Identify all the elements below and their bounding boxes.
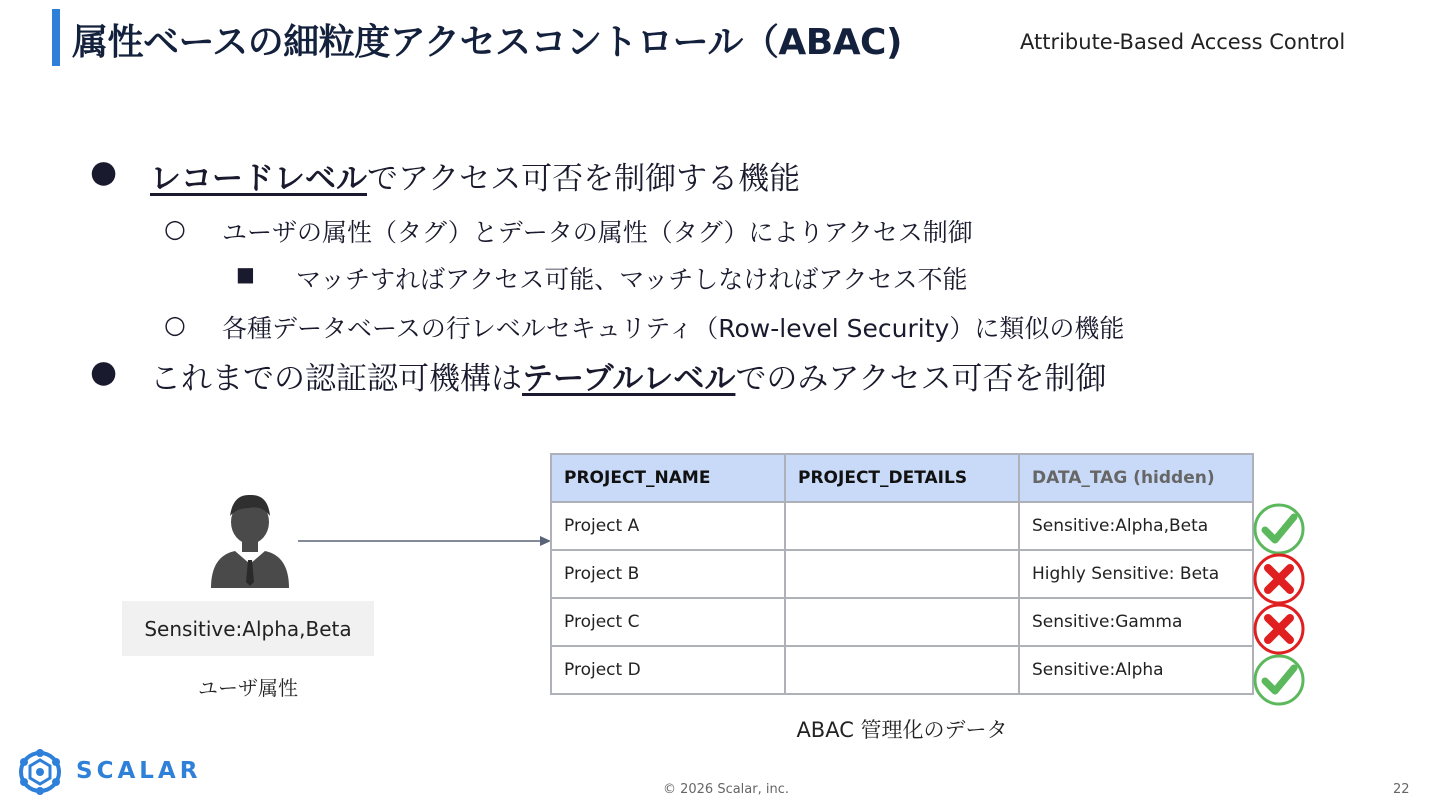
bullet-record-level: レコードレベルでアクセス可否を制御する機能 — [150, 161, 801, 197]
arrow-icon — [298, 532, 554, 550]
table-header-row — [551, 454, 1253, 502]
table-row — [551, 646, 1253, 694]
cell-data-tag: Sensitive:Gamma — [1019, 598, 1253, 646]
table-row — [551, 550, 1253, 598]
cell-data-tag: Sensitive:Alpha,Beta — [1019, 502, 1253, 550]
cell-project-name: Project C — [551, 598, 785, 646]
brand-name: SCALAR — [76, 758, 202, 784]
user-attribute-tag: Sensitive:Alpha,Beta — [122, 601, 374, 656]
cross-icon — [1253, 553, 1305, 605]
bullet-tag-access: ユーザの属性（タグ）とデータの属性（タグ）によりアクセス制御 — [222, 218, 973, 247]
table-row — [551, 598, 1253, 646]
copyright: © 2026 Scalar, inc. — [662, 782, 790, 797]
table-row — [551, 502, 1253, 550]
cell-data-tag: Sensitive:Alpha — [1019, 646, 1253, 694]
cross-icon — [1253, 603, 1305, 655]
user-icon — [205, 490, 295, 590]
sub-bullet-marker: ○ — [164, 214, 186, 243]
cell-project-details — [785, 598, 1019, 646]
column-header-project-details: PROJECT_DETAILS — [785, 454, 1019, 502]
sub-bullet-marker: ○ — [164, 310, 186, 339]
bullet-table-level: これまでの認証認可機構はテーブルレベルでのみアクセス可否を制御 — [150, 361, 1107, 397]
sub-sub-bullet-marker: ■ — [236, 262, 255, 286]
cell-project-name: Project A — [551, 502, 785, 550]
table-caption: ABAC 管理化のデータ — [796, 718, 1008, 742]
bullet-match-rule: マッチすればアクセス可能、マッチしなければアクセス不能 — [296, 265, 968, 294]
page-title: 属性ベースの細粒度アクセスコントロール（ABAC) — [72, 22, 902, 63]
page-subtitle: Attribute-Based Access Control — [1020, 30, 1346, 54]
cell-project-details — [785, 646, 1019, 694]
bullet-marker: ● — [90, 154, 118, 190]
title-accent-bar — [52, 9, 60, 66]
underlined-term: テーブルレベル — [522, 361, 736, 397]
column-header-project-name: PROJECT_NAME — [551, 454, 785, 502]
cell-project-details — [785, 502, 1019, 550]
bullet-marker: ● — [90, 354, 118, 390]
check-icon — [1253, 654, 1305, 706]
bullet-row-level-security: 各種データベースの行レベルセキュリティ（Row-level Security）に類似の機能 — [222, 314, 1125, 343]
column-header-data-tag: DATA_TAG (hidden) — [1019, 454, 1253, 502]
cell-project-details — [785, 550, 1019, 598]
cell-project-name: Project D — [551, 646, 785, 694]
user-attribute-caption: ユーザ属性 — [198, 676, 298, 700]
check-icon — [1253, 503, 1305, 555]
abac-data-table — [550, 453, 1254, 695]
underlined-term: レコードレベル — [150, 161, 367, 197]
cell-project-name: Project B — [551, 550, 785, 598]
page-number: 22 — [1393, 782, 1410, 797]
cell-data-tag: Highly Sensitive: Beta — [1019, 550, 1253, 598]
